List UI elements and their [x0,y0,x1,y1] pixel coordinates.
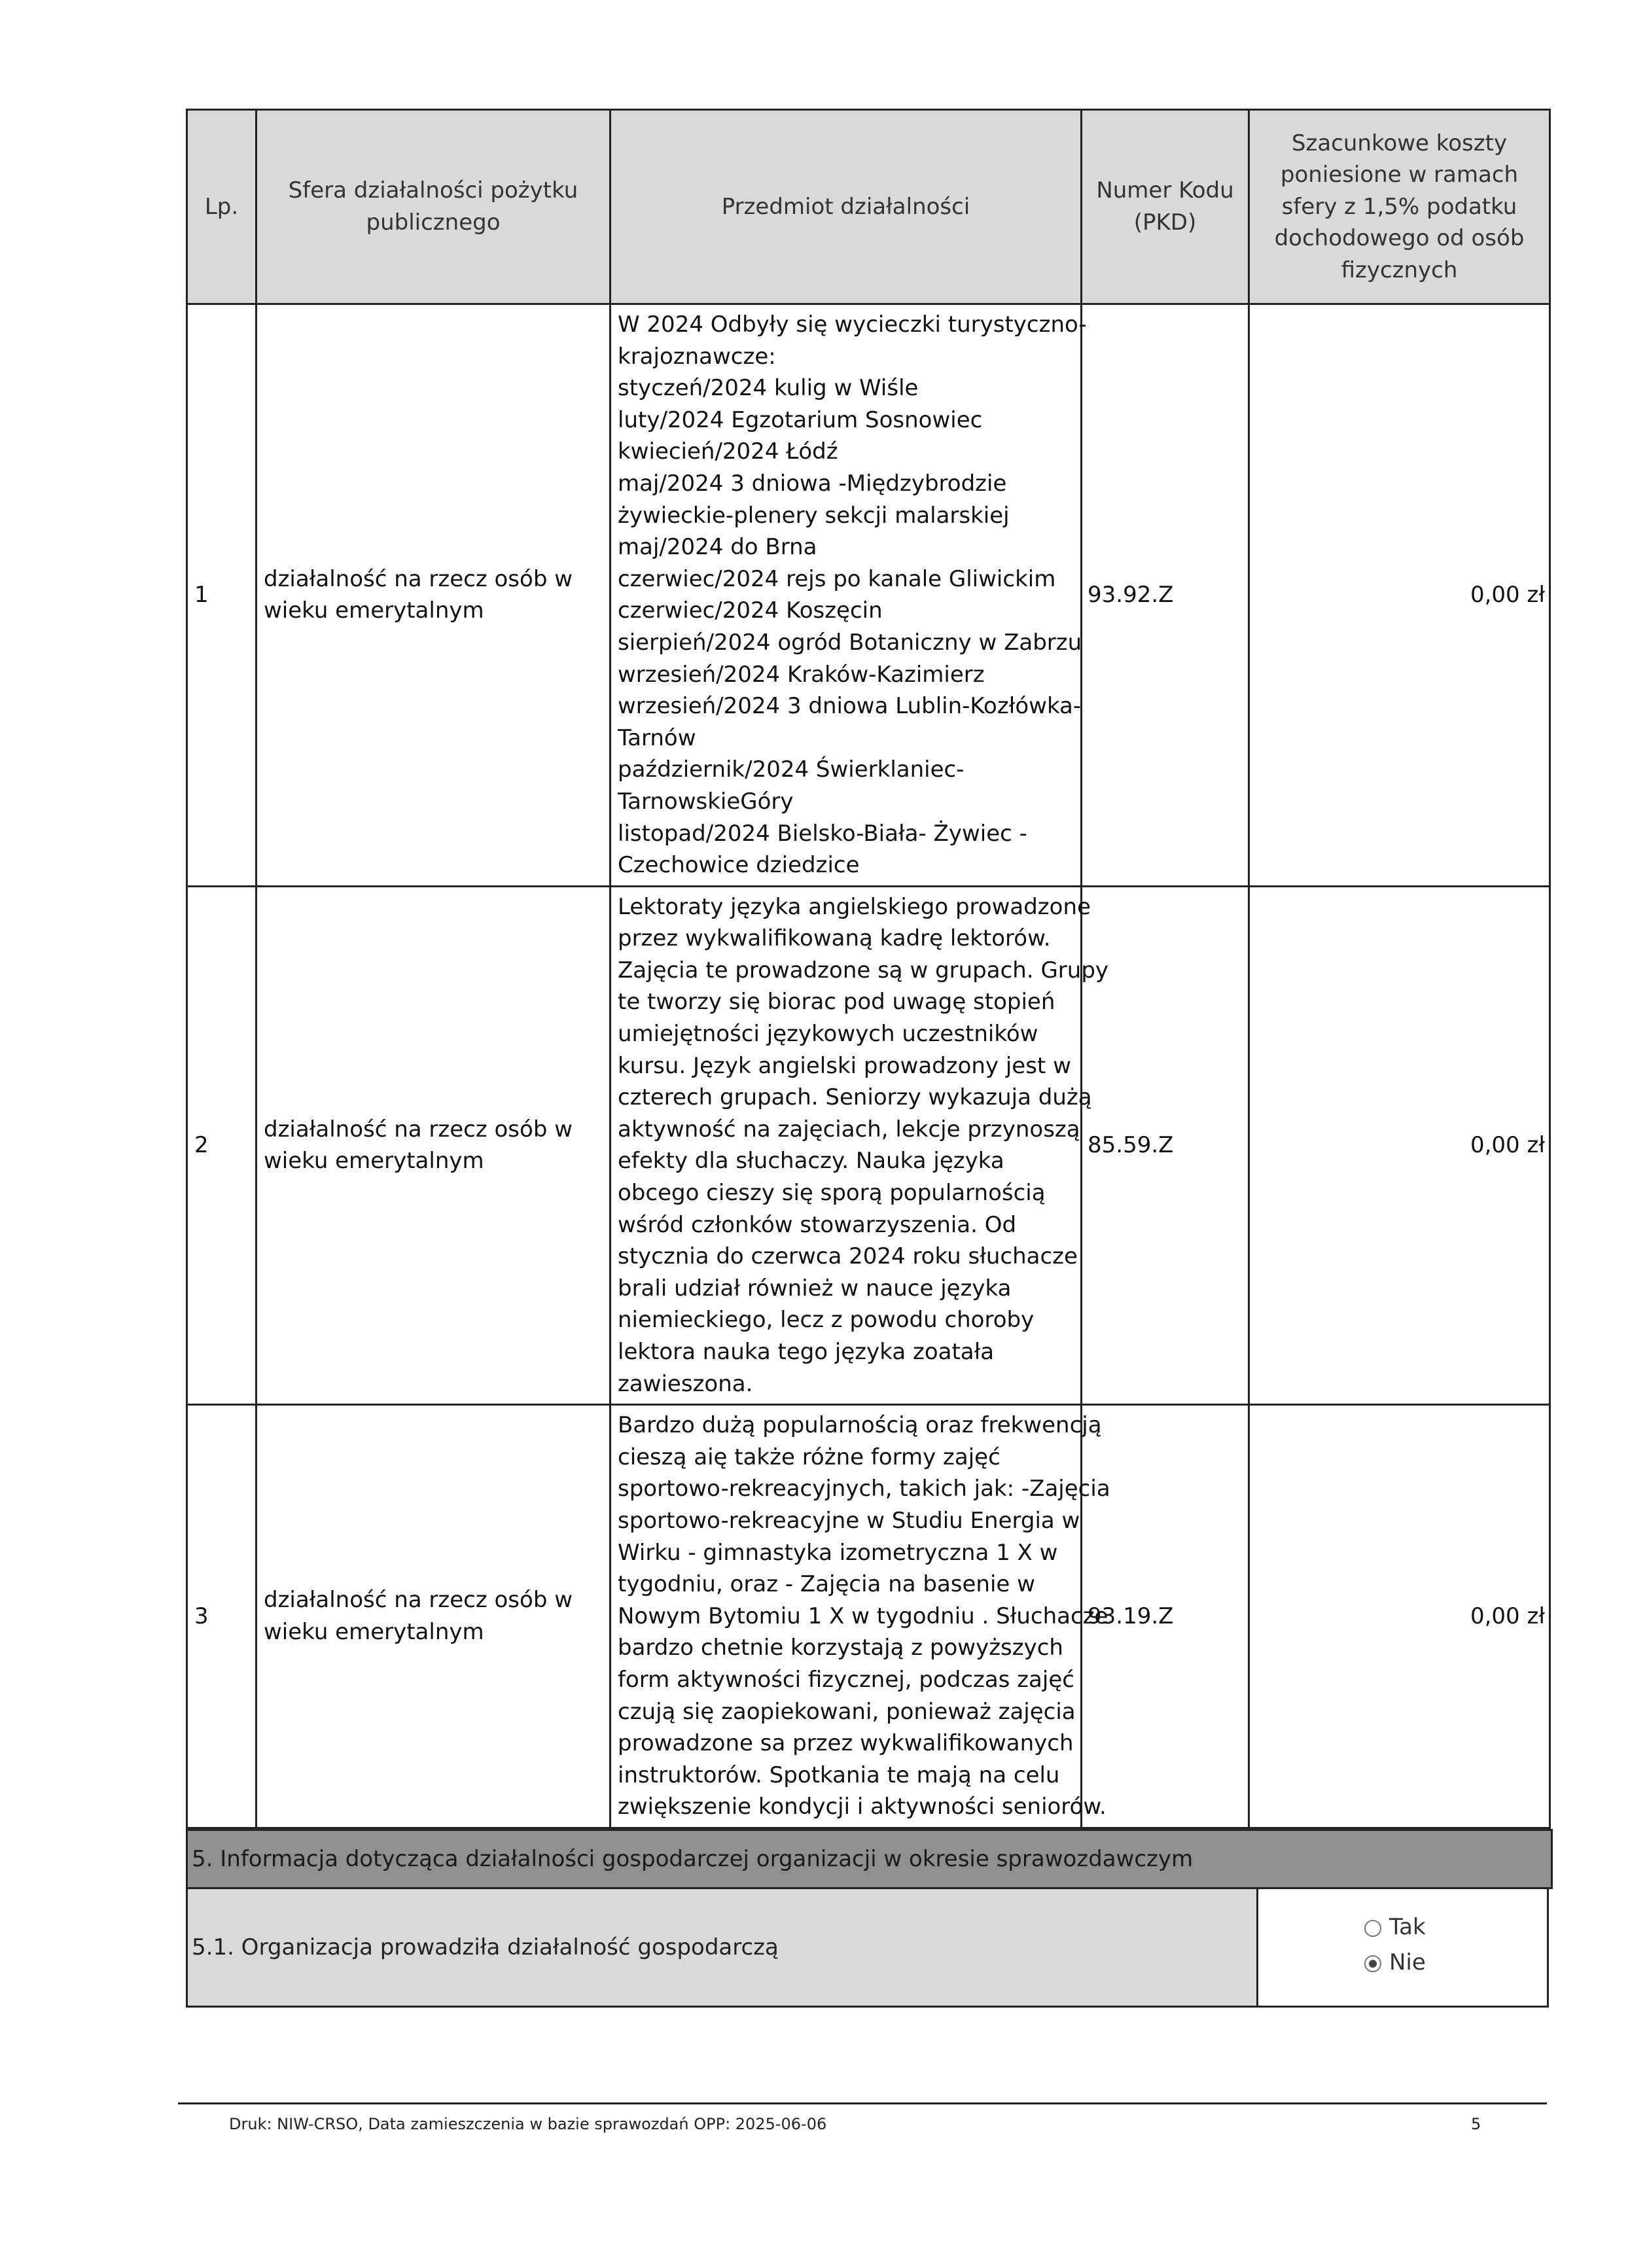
header-pkd-line: Numer Kodu [1096,177,1234,204]
q51-answer-box [1256,1887,1549,2008]
desc-line: przez wykwalifikowaną kadrę lektorów. [618,925,1051,952]
header-koszty-line: fizycznych [1341,257,1458,283]
desc-line: lektora nauka tego języka zoatała [618,1339,995,1365]
sfera-line: wieku emerytalnym [264,597,484,624]
cell-przedmiot [611,1405,1110,1828]
header-koszty-line: Szacunkowe koszty [1291,130,1508,156]
header-sfera-line: Sfera działalności pożytku [288,177,578,204]
header-koszty-line: dochodowego od osób [1274,225,1525,252]
activity-table [186,109,1551,1829]
desc-line: sierpień/2024 ogród Botaniczny w Zabrzu [618,629,1082,656]
page-number: 5 [1471,2115,1481,2133]
desc-line: aktywność na zajęciach, lekcje przynoszą [618,1116,1080,1143]
desc-line: czerwiec/2024 rejs po kanale Gliwickim [618,565,1056,592]
table-header-row [187,110,1550,304]
radio-selected-icon[interactable] [1364,1955,1381,1972]
desc-line: zawieszona. [618,1370,753,1397]
desc-line: wrzesień/2024 3 dniowa Lublin-Kozłówka- [618,693,1082,720]
desc-line: kwiecień/2024 Łódź [618,438,838,465]
desc-line: niemieckiego, lecz z powodu choroby [618,1307,1035,1334]
sfera-line: działalność na rzecz osób w [264,1587,573,1614]
desc-line: sportowo-rekreacyjnych, takich jak: -Zajęcia [618,1476,1110,1502]
option-tak[interactable] [1364,1914,1426,1940]
table-row [187,1405,1550,1828]
desc-line: Tarnów [618,724,696,751]
desc-line: instruktorów. Spotkania te mają na celu [618,1762,1060,1788]
desc-line: umiejętności językowych uczestników [618,1021,1038,1048]
cell-koszt: 0,00 zł [1249,886,1550,1405]
desc-line: form aktywności fizycznej, podczas zajęć [618,1666,1074,1693]
desc-line: czerwiec/2024 Koszęcin [618,597,883,624]
desc-line: Wirku - gimnastyka izometryczna 1 X w [618,1539,1058,1566]
cell-lp: 2 [187,886,257,1405]
desc-line: brali udział również w nauce języka [618,1275,1012,1302]
header-pkd-line: (PKD) [1133,209,1197,236]
cell-przedmiot [611,886,1109,1405]
q51-label: 5.1. Organizacja prowadziła działalność gospodarczą [186,1887,1262,2008]
desc-line: Czechowice dziedzice [618,852,860,879]
cell-sfera [257,886,611,1405]
desc-line: Zajęcia te prowadzone są w grupach. Grupy [618,957,1109,983]
footer-divider [178,2102,1547,2104]
desc-line: krajoznawcze: [618,343,776,370]
desc-line: wrzesień/2024 Kraków-Kazimierz [618,661,985,688]
desc-line: luty/2024 Egzotarium Sosnowiec [618,406,983,433]
header-koszty [1249,110,1550,304]
option-nie[interactable] [1364,1949,1426,1976]
table-row [187,886,1550,1405]
desc-line: czterech grupach. Seniorzy wykazuja dużą [618,1084,1092,1111]
desc-line: styczeń/2024 kulig w Wiśle [618,375,919,402]
desc-line: czują się zaopiekowani, ponieważ zajęcia [618,1698,1076,1725]
desc-line: stycznia do czerwca 2024 roku słuchacze [618,1243,1078,1270]
desc-line: W 2024 Odbyły się wycieczki turystyczno- [618,311,1087,338]
header-lp: Lp. [187,110,257,304]
desc-line: efekty dla słuchaczy. Nauka języka [618,1148,1004,1175]
cell-pkd: 85.59.Z [1082,886,1249,1405]
footer-print-info: Druk: NIW-CRSO, Data zamieszczenia w bazie sprawozdań OPP: 2025-06-06 [229,2115,827,2133]
cell-pkd: 93.92.Z [1082,304,1249,887]
desc-line: bardzo chetnie korzystają z powyższych [618,1635,1063,1661]
sfera-line: wieku emerytalnym [264,1619,484,1646]
desc-line: sportowo-rekreacyjne w Studiu Energia w [618,1507,1080,1534]
sfera-line: działalność na rzecz osób w [264,1116,573,1143]
cell-pkd: 93.19.Z [1082,1405,1249,1828]
desc-line: TarnowskieGóry [618,788,794,815]
cell-lp: 1 [187,304,257,887]
desc-line: Nowym Bytomiu 1 X w tygodniu . Słuchacze [618,1603,1108,1629]
header-przedmiot: Przedmiot działalności [611,110,1082,304]
desc-line: prowadzone sa przez wykwalifikowanych [618,1730,1074,1757]
desc-line: tygodniu, oraz - Zajęcia na basenie w [618,1571,1035,1598]
header-pkd [1082,110,1249,304]
desc-line: maj/2024 3 dniowa -Międzybrodzie [618,470,1007,497]
desc-line: żywieckie-plenery sekcji malarskiej [618,502,1010,529]
cell-koszt: 0,00 zł [1249,1405,1550,1828]
cell-sfera [257,304,611,887]
sfera-line: wieku emerytalnym [264,1148,484,1175]
desc-line: listopad/2024 Bielsko-Biała- Żywiec - [618,820,1027,847]
desc-line: zwiększenie kondycji i aktywności seniorów. [618,1794,1107,1820]
option-label: Tak [1389,1914,1426,1940]
desc-line: obcego cieszy się sporą popularnością [618,1180,1046,1207]
cell-przedmiot [611,304,1087,887]
desc-line: Bardzo dużą popularnością oraz frekwencją [618,1412,1102,1439]
desc-line: maj/2024 do Brna [618,534,817,561]
desc-line: kursu. Język angielski prowadzony jest w [618,1052,1071,1079]
desc-line: październik/2024 Świerklaniec- [618,756,965,783]
header-koszty-line: sfery z 1,5% podatku [1281,193,1517,220]
desc-line: Lektoraty języka angielskiego prowadzone [618,893,1091,920]
table-row [187,304,1550,887]
cell-koszt: 0,00 zł [1249,304,1550,887]
radio-icon[interactable] [1364,1920,1381,1937]
desc-line: cieszą aię także różne formy zajęć [618,1444,1001,1470]
header-sfera [257,110,611,304]
cell-lp: 3 [187,1405,257,1828]
option-label: Nie [1389,1949,1426,1976]
header-koszty-line: poniesione w ramach [1280,162,1519,188]
desc-line: te tworzy się biorac pod uwagę stopień [618,989,1055,1016]
section5-header: 5. Informacja dotycząca działalności gospodarczej organizacji w okresie sprawozdawczym [186,1829,1553,1889]
cell-sfera [257,1405,611,1828]
sfera-line: działalność na rzecz osób w [264,565,573,592]
header-sfera-line: publicznego [366,209,501,236]
desc-line: wśród członków stowarzyszenia. Od [618,1211,1017,1238]
